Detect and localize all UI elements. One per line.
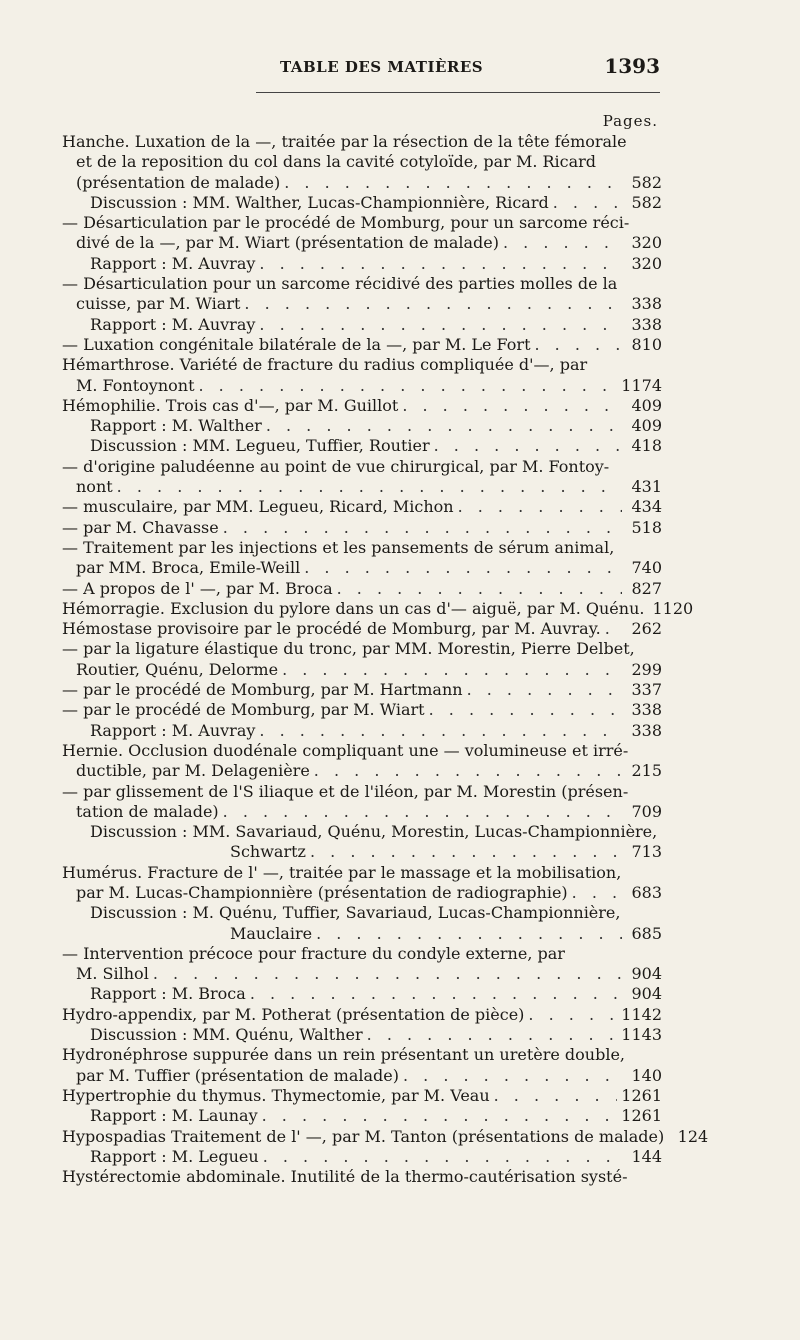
page-reference: 904 <box>631 984 662 1004</box>
entry-text: Discussion : MM. Quénu, Walther <box>90 1025 363 1045</box>
index-line <box>62 802 662 822</box>
entry-text: Schwartz <box>230 842 306 862</box>
page-reference: 713 <box>631 842 662 862</box>
page-reference: 337 <box>631 680 662 700</box>
dot-leader <box>263 1147 622 1167</box>
entry-text: M. Silhol <box>76 964 149 984</box>
index-line <box>62 761 662 781</box>
entry-text: Hydro-appendix, par M. Potherat (présentation de pièce) <box>62 1004 525 1024</box>
index-line <box>62 335 662 355</box>
dot-leader <box>153 964 622 984</box>
entry-text: Rapport : M. Broca <box>90 984 246 1004</box>
entry-text: Hystérectomie abdominale. Inutilité de la thermo-cautérisation systé- <box>62 1167 628 1187</box>
page-reference: 685 <box>631 923 662 943</box>
entry-text: — par M. Chavasse <box>62 517 219 537</box>
index-line <box>62 619 662 639</box>
index-line <box>62 1147 662 1167</box>
header-title: TABLE DES MATIÈRES <box>280 58 484 76</box>
dot-leader <box>429 700 622 720</box>
page-reference: 431 <box>631 477 662 497</box>
index-line <box>62 193 662 213</box>
entry-text: tation de malade) <box>76 801 219 821</box>
page-reference: 409 <box>631 395 662 415</box>
page-reference: 140 <box>631 1065 662 1085</box>
entry-text: — musculaire, par MM. Legueu, Ricard, Michon <box>62 497 454 517</box>
index-line <box>62 1106 662 1126</box>
index-entries <box>62 132 709 1187</box>
entry-text: Hanche. Luxation de la —, traitée par la résection de la tête fémorale <box>62 132 627 151</box>
page-reference: 320 <box>631 233 662 253</box>
entry-text: (présentation de malade) <box>76 172 281 192</box>
index-line <box>62 233 662 253</box>
dot-leader <box>223 518 622 538</box>
entry-text: Discussion : MM. Walther, Lucas-Championnière, Ricard <box>90 192 549 212</box>
dot-leader <box>494 1086 618 1106</box>
dot-leader <box>467 680 622 700</box>
page-reference: 144 <box>631 1146 662 1166</box>
dot-leader <box>259 721 622 741</box>
entry-text: par M. Lucas-Championnière (présentation de radiographie) <box>76 882 568 902</box>
page-reference: 827 <box>631 578 662 598</box>
page-reference: 1174 <box>621 375 662 395</box>
dot-leader <box>282 660 622 680</box>
dot-leader <box>535 335 623 355</box>
entry-text: Discussion : MM. Legueu, Tuffier, Routier <box>90 436 430 456</box>
entry-text: Hernie. Occlusion duodénale compliquant une — volumineuse et irré- <box>62 740 629 760</box>
dot-leader <box>117 477 622 497</box>
page-reference: 1261 <box>621 1106 662 1126</box>
page-reference: 1143 <box>621 1025 662 1045</box>
dot-leader <box>259 254 622 274</box>
index-line <box>62 1167 662 1187</box>
entry-text: M. Fontoynont <box>76 375 195 395</box>
entry-text: Rapport : M. Auvray <box>90 720 256 740</box>
dot-leader <box>199 376 618 396</box>
entry-text: Hémorragie. Exclusion du pylore dans un cas d'— aiguë, par M. Quénu. <box>62 598 645 618</box>
page-reference: 338 <box>631 720 662 740</box>
index-line <box>62 944 662 964</box>
dot-leader <box>402 396 622 416</box>
page-reference: 338 <box>631 700 662 720</box>
pages-column-label: Pages. <box>602 112 658 130</box>
page-reference: 1120 <box>652 598 694 618</box>
entry-text: divé de la —, par M. Wiart (présentation de malade) <box>76 233 499 253</box>
entry-text: nont <box>76 477 113 497</box>
page-reference: 338 <box>631 294 662 314</box>
index-line <box>62 152 662 172</box>
dot-leader <box>314 761 622 781</box>
index-line <box>62 355 662 375</box>
entry-text: Hémophilie. Trois cas d'—, par M. Guillot <box>62 395 399 415</box>
index-line <box>62 1005 662 1025</box>
page-reference: 709 <box>631 801 662 821</box>
dot-leader <box>367 1025 618 1045</box>
running-header <box>60 54 660 82</box>
page-reference: 215 <box>631 761 662 781</box>
index-line <box>62 598 694 619</box>
dot-leader <box>304 558 622 578</box>
index-line <box>62 457 662 477</box>
index-line <box>62 883 662 903</box>
entry-text: Hydronéphrose suppurée dans un rein présentant un uretère double, <box>62 1045 626 1065</box>
entry-text: Hypertrophie du thymus. Thymectomie, par M. Veau <box>62 1085 490 1105</box>
index-line <box>62 822 662 842</box>
dot-leader <box>553 193 622 213</box>
dot-leader <box>250 984 622 1004</box>
index-line <box>62 700 662 720</box>
page-reference: 810 <box>631 334 662 354</box>
entry-text: — Intervention précoce pour fracture du condyle externe, par <box>62 943 565 963</box>
index-line <box>62 1025 662 1045</box>
dot-leader <box>266 416 622 436</box>
index-line <box>62 518 662 538</box>
index-line <box>62 132 662 152</box>
index-line <box>62 721 662 741</box>
page-reference: 124 <box>677 1126 709 1146</box>
entry-text: — A propos de l' —, par M. Broca <box>62 578 333 598</box>
index-line <box>62 376 662 396</box>
dot-leader <box>337 579 622 599</box>
dot-leader <box>259 315 622 335</box>
index-line <box>62 639 662 659</box>
page-reference: 299 <box>631 659 662 679</box>
dot-leader <box>605 619 622 639</box>
index-line <box>62 294 662 314</box>
dot-leader <box>316 924 622 944</box>
entry-text: — par glissement de l'S iliaque et de l'iléon, par M. Morestin (présen- <box>62 781 629 801</box>
page-reference: 338 <box>631 314 662 334</box>
page-reference: 582 <box>631 172 662 192</box>
entry-text: — par le procédé de Momburg, par M. Hartmann <box>62 680 463 700</box>
index-line <box>62 680 662 700</box>
index-line <box>62 396 662 416</box>
dot-leader <box>310 842 622 862</box>
entry-text: cuisse, par M. Wiart <box>76 294 241 314</box>
index-line <box>62 436 662 456</box>
entry-text: Humérus. Fracture de l' —, traitée par le massage et la mobilisation, <box>62 862 622 882</box>
entry-text: Routier, Quénu, Delorme <box>76 659 279 679</box>
entry-text: Rapport : M. Launay <box>90 1106 258 1126</box>
dot-leader <box>528 1005 617 1025</box>
entry-text: Rapport : M. Auvray <box>90 253 256 273</box>
entry-text: Discussion : MM. Savariaud, Quénu, Morestin, Lucas-Championnière, <box>90 822 658 842</box>
entry-text: Discussion : M. Quénu, Tuffier, Savariaud, Lucas-Championnière, <box>90 903 621 923</box>
header-rule <box>256 92 660 93</box>
entry-text: Rapport : M. Legueu <box>90 1146 259 1166</box>
index-line <box>62 903 662 923</box>
page-reference: 904 <box>631 964 662 984</box>
index-line <box>62 579 662 599</box>
entry-text: — Désarticulation par le procédé de Momburg, pour un sarcome réci- <box>62 213 630 233</box>
dot-leader <box>458 497 622 517</box>
page-reference: 1142 <box>621 1004 662 1024</box>
entry-text: Hémostase provisoire par le procédé de Momburg, par M. Auvray. <box>62 619 601 639</box>
entry-text: ductible, par M. Delagenière <box>76 761 310 781</box>
index-line <box>62 924 662 944</box>
entry-text: — par la ligature élastique du tronc, par MM. Morestin, Pierre Delbet, <box>62 639 635 659</box>
dot-leader <box>403 1066 622 1086</box>
index-line <box>62 1045 662 1065</box>
index-line <box>62 1066 662 1086</box>
page-reference: 434 <box>631 497 662 517</box>
entry-text: par M. Tuffier (présentation de malade) <box>76 1065 399 1085</box>
index-line <box>62 984 662 1004</box>
page-reference: 418 <box>631 436 662 456</box>
entry-text: par MM. Broca, Emile-Weill <box>76 558 301 578</box>
index-line <box>62 558 662 578</box>
index-line <box>62 782 662 802</box>
entry-text: Rapport : M. Walther <box>90 416 262 436</box>
page-reference: 582 <box>631 192 662 212</box>
page-reference: 320 <box>631 253 662 273</box>
dot-leader <box>262 1106 618 1126</box>
index-line <box>62 1086 662 1106</box>
entry-text: Mauclaire <box>230 923 313 943</box>
index-line <box>62 1126 709 1147</box>
page-reference: 1261 <box>621 1085 662 1105</box>
entry-text: et de la reposition du col dans la cavité cotyloïde, par M. Ricard <box>76 152 597 172</box>
index-line <box>62 213 662 233</box>
entry-text: — par le procédé de Momburg, par M. Wiart <box>62 700 425 720</box>
index-line <box>62 741 662 761</box>
entry-text: Rapport : M. Auvray <box>90 314 256 334</box>
page-number: 1393 <box>604 54 660 78</box>
entry-text: — Désarticulation pour un sarcome récidivé des parties molles de la <box>62 274 618 294</box>
page-reference: 683 <box>631 882 662 902</box>
index-line <box>62 964 662 984</box>
page-reference: 740 <box>631 558 662 578</box>
dot-leader <box>284 173 622 193</box>
index-line <box>62 863 662 883</box>
dot-leader <box>244 294 622 314</box>
index-line <box>62 254 662 274</box>
index-line <box>62 842 662 862</box>
page-reference: 518 <box>631 517 662 537</box>
entry-text: — d'origine paludéenne au point de vue chirurgical, par M. Fontoy- <box>62 456 610 476</box>
page-reference: 262 <box>631 619 662 639</box>
index-line <box>62 538 662 558</box>
dot-leader <box>223 802 622 822</box>
entry-text: — Luxation congénitale bilatérale de la —, par M. Le Fort <box>62 334 531 354</box>
dot-leader <box>572 883 622 903</box>
index-line <box>62 497 662 517</box>
page-reference: 409 <box>631 416 662 436</box>
dot-leader <box>434 436 622 456</box>
index-line <box>62 173 662 193</box>
entry-text: Hémarthrose. Variété de fracture du radius compliquée d'—, par <box>62 355 588 375</box>
dot-leader <box>503 233 622 253</box>
entry-text: Hypospadias Traitement de l' —, par M. Tanton (présentations de malade) <box>62 1126 665 1146</box>
index-line <box>62 416 662 436</box>
index-line <box>62 477 662 497</box>
index-line <box>62 315 662 335</box>
index-line <box>62 274 662 294</box>
index-line <box>62 660 662 680</box>
entry-text: — Traitement par les injections et les pansements de sérum animal, <box>62 537 615 557</box>
